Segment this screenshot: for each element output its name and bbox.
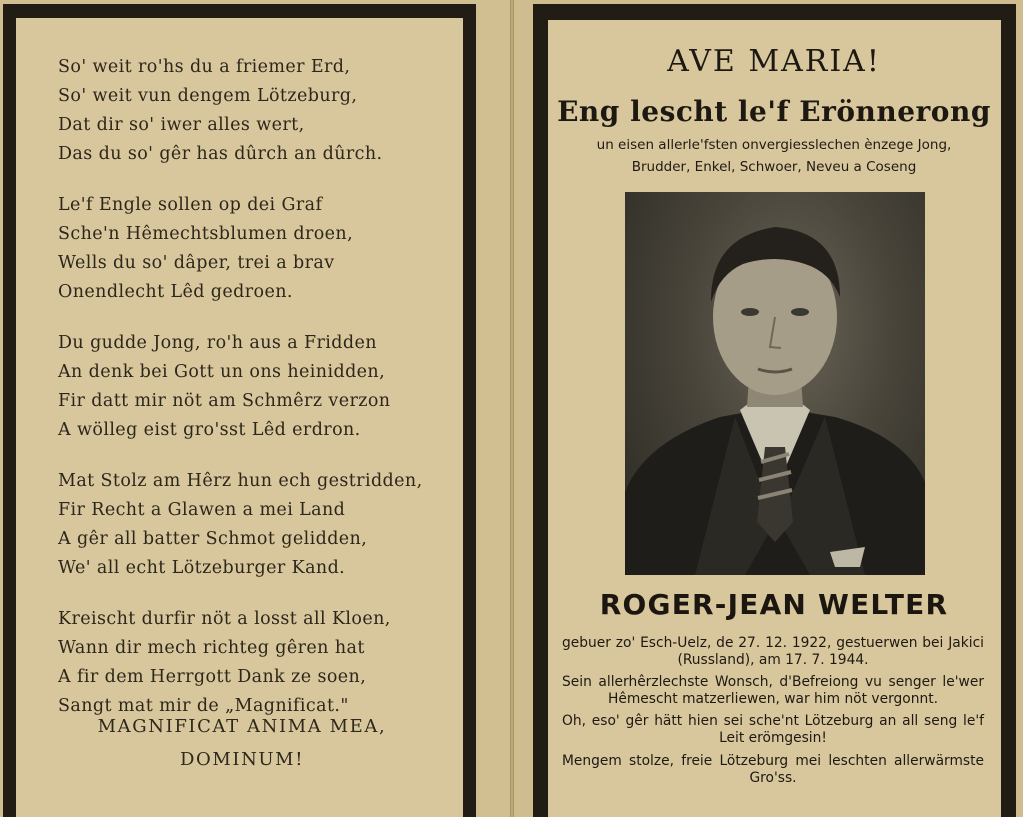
closing-line-1: MAGNIFICAT ANIMA MEA, bbox=[97, 716, 387, 737]
poem-line: Sche'n Hêmechtsblumen droen, bbox=[58, 224, 354, 244]
poem-line: So' weit ro'hs du a friemer Erd, bbox=[58, 57, 351, 77]
poem-line: Sangt mat mir de „Magnificat." bbox=[58, 696, 349, 716]
poem-line: Das du so' gêr has dûrch an dûrch. bbox=[58, 144, 383, 164]
poem-line: Wells du so' dâper, trei a brav bbox=[58, 253, 335, 273]
poem-line: So' weit vun dengem Lötzeburg, bbox=[58, 86, 358, 106]
poem-stanza-3 bbox=[58, 329, 423, 445]
poem-line: Wann dir mech richteg gêren hat bbox=[58, 638, 365, 658]
poem-line: A fir dem Herrgott Dank ze soen, bbox=[58, 667, 367, 687]
lament-text: Oh, eso' gêr hätt hien sei sche'nt Lötzeburg an all seng le'f Leit erömgesin! bbox=[562, 713, 984, 746]
poem-line: A wölleg eist gro'sst Lêd erdron. bbox=[58, 420, 361, 440]
poem-line: An denk bei Gott un ons heinidden, bbox=[58, 362, 386, 382]
birth-death-text: gebuer zo' Esch-Uelz, de 27. 12. 1922, gestuerwen bei Jakici (Russland), am 17. 7. 1944. bbox=[562, 635, 984, 668]
poem-line: Du gudde Jong, ro'h aus a Fridden bbox=[58, 333, 377, 353]
subheading: Eng lescht le'f Erönnerong bbox=[557, 95, 991, 128]
closing-line-2: DOMINUM! bbox=[179, 749, 305, 770]
poem-line: Onendlecht Lêd gedroen. bbox=[58, 282, 293, 302]
portrait-illustration bbox=[625, 192, 925, 575]
poem-line: Fir datt mir nöt am Schmêrz verzon bbox=[58, 391, 391, 411]
poem-stanza-2 bbox=[58, 191, 423, 307]
poem bbox=[58, 53, 423, 743]
poem-line: Kreischt durfir nöt a losst all Kloen, bbox=[58, 609, 391, 629]
portrait-photo bbox=[625, 192, 925, 575]
poem-line: Dat dir so' iwer alles wert, bbox=[58, 115, 305, 135]
poem-line: A gêr all batter Schmot gelidden, bbox=[58, 529, 368, 549]
poem-line: Fir Recht a Glawen a mei Land bbox=[58, 500, 346, 520]
poem-stanza-1 bbox=[58, 53, 423, 169]
poem-stanza-5 bbox=[58, 605, 423, 721]
dedication-line-1: un eisen allerle'fsten onvergiesslechen ènzege Jong, bbox=[596, 137, 952, 153]
wish-text: Sein allerhêrzlechste Wonsch, d'Befreiong vu senger le'wer Hêmescht matzerliewen, war him nöt vergonnt. bbox=[562, 674, 984, 707]
poem-line: We' all echt Lötzeburger Kand. bbox=[58, 558, 346, 578]
heading: AVE MARIA! bbox=[667, 44, 881, 79]
poem-line: Mat Stolz am Hêrz hun ech gestridden, bbox=[58, 471, 423, 491]
dedication-line-2: Brudder, Enkel, Schwoer, Neveu a Coseng bbox=[631, 159, 917, 175]
fold-crease bbox=[510, 0, 514, 817]
greeting-text: Mengem stolze, freie Lötzeburg mei leschten allerwärmste Gro'ss. bbox=[562, 753, 984, 786]
deceased-name: ROGER-JEAN WELTER bbox=[599, 588, 949, 621]
poem-line: Le'f Engle sollen op dei Graf bbox=[58, 195, 323, 215]
poem-stanza-4 bbox=[58, 467, 423, 583]
